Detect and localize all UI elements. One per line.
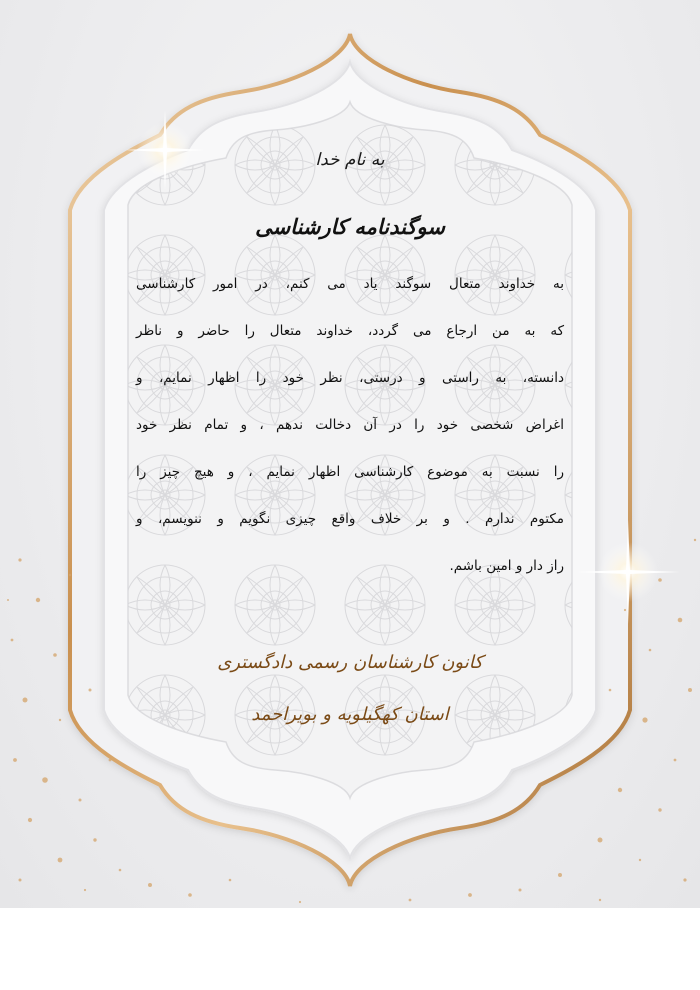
oath-line: اغراض شخصی خود را در آن دخالت ندهم ، و تمام نظر خود <box>136 417 564 433</box>
oath-text-block <box>128 150 572 650</box>
document-title: سوگندنامه کارشناسی <box>255 214 445 239</box>
oath-line: به خداوند متعال سوگند یاد می کنم، در امور کارشناسی <box>136 276 564 292</box>
page-footer-margin <box>0 908 700 990</box>
signature-province: استان کهگیلویه و بویراحمد <box>251 704 449 725</box>
oath-line: مکتوم ندارم . و بر خلاف واقع چیزی نگویم و ننویسم، و <box>136 511 564 527</box>
oath-line: را نسبت به موضوع کارشناسی اظهار نمایم ، و هیچ چیز را <box>136 464 564 480</box>
signature-organization: کانون کارشناسان رسمی دادگستری <box>217 652 483 673</box>
oath-line: دانسته، به راستی و درستی، نظر خود را اظهار نمایم، و <box>136 370 564 386</box>
oath-paragraph <box>136 270 564 599</box>
oath-line: که به من ارجاع می گردد، خداوند متعال را حاضر و ناظر <box>136 323 564 339</box>
invocation-heading: به نام خدا <box>315 150 385 170</box>
oath-line: راز دار و امین باشم. <box>449 558 564 574</box>
